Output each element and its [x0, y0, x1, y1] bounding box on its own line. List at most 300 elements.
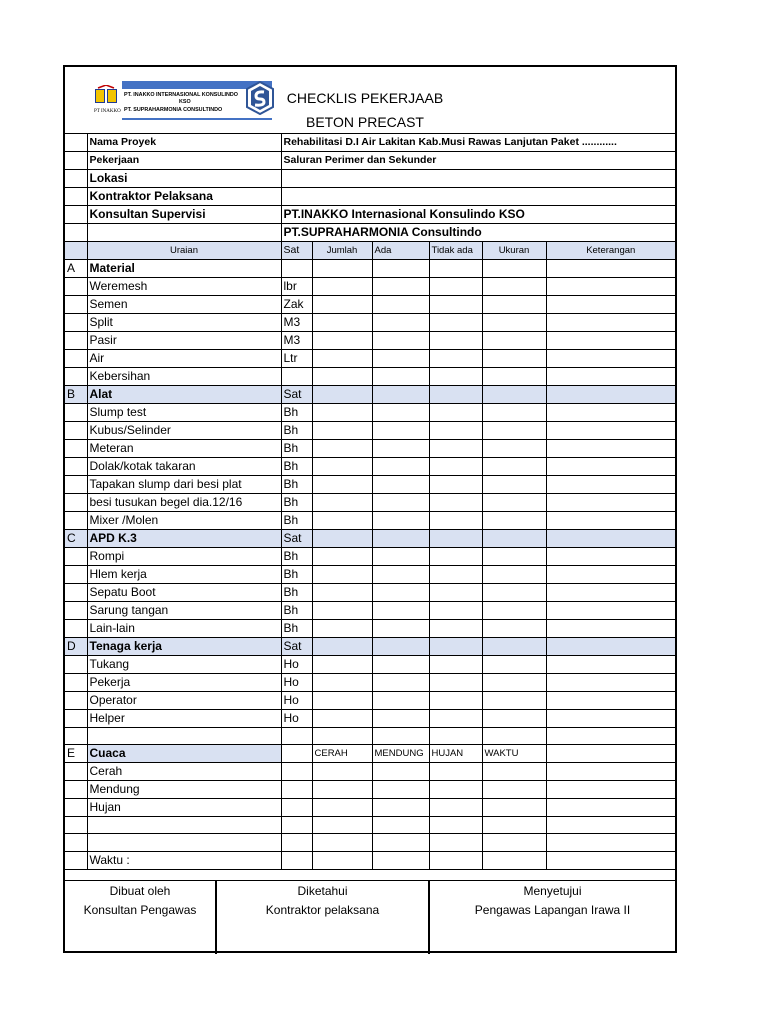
- check-cell-1: [312, 656, 372, 674]
- check-cell-5: [546, 512, 675, 530]
- check-cell-4: [482, 440, 546, 458]
- row-code: [65, 332, 87, 350]
- row-code: [65, 458, 87, 476]
- check-cell-5: [546, 674, 675, 692]
- section-sat: [281, 260, 312, 278]
- check-cell-5: [546, 332, 675, 350]
- row-code: [65, 710, 87, 728]
- check-cell-1: [312, 278, 372, 296]
- check-cell-4: [482, 781, 546, 799]
- check-cell-4: [482, 386, 546, 404]
- section-row-e: [65, 745, 675, 763]
- signature-pengawas-name: Pengawas Lapangan Irawa II: [474, 903, 631, 917]
- check-cell-5: [546, 620, 675, 638]
- row-code: [65, 368, 87, 386]
- item-unit: Bh: [281, 602, 312, 620]
- check-cell-4: [482, 548, 546, 566]
- check-cell-1: [312, 584, 372, 602]
- empty-row: [65, 817, 675, 834]
- info-row: [65, 134, 675, 152]
- signature-kontraktor-name: Kontraktor pelaksana: [265, 903, 380, 917]
- logo-pt-text: PT INAKKO: [94, 109, 121, 114]
- row-code: [65, 278, 87, 296]
- list-item: [65, 476, 675, 494]
- check-cell-1: [312, 350, 372, 368]
- book-logo-icon: [94, 85, 118, 107]
- info-value: PT.INAKKO Internasional Konsulindo KSO: [281, 206, 675, 224]
- check-cell-4: [482, 368, 546, 386]
- signature-kontraktor-role: Diketahui: [297, 884, 348, 898]
- row-code: [65, 728, 87, 745]
- list-item: [65, 314, 675, 332]
- check-cell-4: [482, 422, 546, 440]
- item-name: [87, 728, 281, 745]
- weather-hujan: HUJAN: [429, 745, 482, 763]
- section-code: A: [65, 260, 87, 278]
- check-cell-2: [372, 656, 429, 674]
- row-code: [65, 763, 87, 781]
- info-row: [65, 206, 675, 224]
- check-cell-2: [372, 638, 429, 656]
- section-sat: Sat: [281, 638, 312, 656]
- check-cell-5: [546, 494, 675, 512]
- check-cell-1: [312, 494, 372, 512]
- item-name: Lain-lain: [87, 620, 281, 638]
- check-cell-5: [546, 763, 675, 781]
- check-cell-2: [372, 296, 429, 314]
- check-cell-4: [482, 278, 546, 296]
- list-item: [65, 512, 675, 530]
- item-unit: Bh: [281, 422, 312, 440]
- check-cell-5: [546, 422, 675, 440]
- check-cell-1: [312, 834, 372, 851]
- item-unit: lbr: [281, 278, 312, 296]
- column-header-row: [65, 242, 675, 260]
- check-cell-3: [429, 350, 482, 368]
- check-cell-3: [429, 296, 482, 314]
- check-cell-5: [546, 566, 675, 584]
- check-cell-5: [546, 314, 675, 332]
- check-cell-1: [312, 314, 372, 332]
- check-cell-5: [546, 278, 675, 296]
- check-cell-4: [482, 260, 546, 278]
- list-item: [65, 763, 675, 781]
- item-unit: Ho: [281, 692, 312, 710]
- row-code: [65, 602, 87, 620]
- check-cell-3: [429, 584, 482, 602]
- section-title: Alat: [87, 386, 281, 404]
- list-item: [65, 494, 675, 512]
- row-code: [65, 781, 87, 799]
- check-cell-2: [372, 781, 429, 799]
- check-cell-3: [429, 674, 482, 692]
- header-tidak-ada: Tidak ada: [429, 242, 482, 260]
- item-unit: [281, 834, 312, 851]
- row-code: [65, 440, 87, 458]
- check-cell-1: [312, 710, 372, 728]
- info-row: [65, 170, 675, 188]
- check-cell-4: [482, 350, 546, 368]
- item-name: Tukang: [87, 656, 281, 674]
- check-cell-1: [312, 799, 372, 817]
- logo-line3: PT. SUPRAHARMONIA CONSULTINDO: [124, 107, 223, 113]
- section-title: Cuaca: [87, 745, 281, 763]
- check-cell-2: [372, 728, 429, 745]
- check-cell-3: [429, 728, 482, 745]
- item-unit: [281, 368, 312, 386]
- check-cell-4: [482, 332, 546, 350]
- section-code: E: [65, 745, 87, 763]
- item-name: Semen: [87, 296, 281, 314]
- check-cell-5: [546, 386, 675, 404]
- check-cell-5: [546, 584, 675, 602]
- check-cell-5: [546, 548, 675, 566]
- item-unit: Ho: [281, 656, 312, 674]
- item-unit: Bh: [281, 512, 312, 530]
- check-cell-4: [482, 584, 546, 602]
- item-unit: Bh: [281, 458, 312, 476]
- logo-line2: KSO: [179, 99, 191, 105]
- row-code: [65, 817, 87, 834]
- item-name: Split: [87, 314, 281, 332]
- row-code: [65, 548, 87, 566]
- info-label: Lokasi: [87, 170, 281, 188]
- item-unit: Bh: [281, 584, 312, 602]
- info-value: [281, 170, 675, 188]
- list-item: [65, 278, 675, 296]
- list-item: [65, 692, 675, 710]
- row-code: [65, 314, 87, 332]
- check-cell-5: [546, 404, 675, 422]
- checklist-sheet: [63, 65, 677, 953]
- check-cell-3: [429, 440, 482, 458]
- item-unit: Ho: [281, 710, 312, 728]
- check-cell-5: [546, 476, 675, 494]
- check-cell-2: [372, 422, 429, 440]
- info-value: Rehabilitasi D.I Air Lakitan Kab.Musi Rawas Lanjutan Paket ............: [281, 134, 675, 152]
- item-name: Cerah: [87, 763, 281, 781]
- check-cell-2: [372, 602, 429, 620]
- section-title: APD K.3: [87, 530, 281, 548]
- check-cell-2: [372, 548, 429, 566]
- check-cell-2: [372, 817, 429, 834]
- checklist-table: [65, 133, 675, 870]
- signature-area: [65, 880, 675, 954]
- check-cell-1: [312, 296, 372, 314]
- row-code: [65, 404, 87, 422]
- signature-konsultan-role: Dibuat oleh: [109, 884, 171, 898]
- item-unit: M3: [281, 314, 312, 332]
- check-cell-4: [482, 404, 546, 422]
- check-cell-3: [429, 620, 482, 638]
- item-unit: [281, 799, 312, 817]
- item-name: Mixer /Molen: [87, 512, 281, 530]
- check-cell-1: [312, 422, 372, 440]
- item-unit: Ho: [281, 674, 312, 692]
- item-name: Helper: [87, 710, 281, 728]
- check-cell-4: [482, 834, 546, 851]
- check-cell-3: [429, 476, 482, 494]
- row-code: [65, 494, 87, 512]
- check-cell-4: [482, 296, 546, 314]
- info-value: PT.SUPRAHARMONIA Consultindo: [281, 224, 675, 242]
- check-cell-2: [372, 799, 429, 817]
- list-item: [65, 332, 675, 350]
- check-cell-1: [312, 548, 372, 566]
- check-cell-3: [429, 566, 482, 584]
- check-cell-2: [372, 386, 429, 404]
- check-cell-1: [312, 817, 372, 834]
- item-unit: Bh: [281, 476, 312, 494]
- item-unit: Bh: [281, 440, 312, 458]
- check-cell-4: [482, 763, 546, 781]
- check-cell-2: [372, 458, 429, 476]
- section-sat: [281, 745, 312, 763]
- check-cell-1: [312, 368, 372, 386]
- check-cell-5: [546, 350, 675, 368]
- waktu-row: [65, 851, 675, 869]
- check-cell-5: [546, 368, 675, 386]
- check-cell-4: [482, 817, 546, 834]
- check-cell-1: [312, 728, 372, 745]
- info-label: Pekerjaan: [87, 152, 281, 170]
- row-code: [65, 692, 87, 710]
- check-cell-3: [429, 386, 482, 404]
- check-cell-4: [482, 512, 546, 530]
- check-cell-5: [546, 440, 675, 458]
- check-cell-1: [312, 566, 372, 584]
- item-unit: M3: [281, 332, 312, 350]
- check-cell-4: [482, 458, 546, 476]
- section-sat: Sat: [281, 530, 312, 548]
- logo-bottom-strip: [122, 118, 272, 120]
- section-code: B: [65, 386, 87, 404]
- header-ada: Ada: [372, 242, 429, 260]
- header-keterangan: Keterangan: [546, 242, 675, 260]
- check-cell-3: [429, 422, 482, 440]
- item-unit: Bh: [281, 620, 312, 638]
- item-name: Kebersihan: [87, 368, 281, 386]
- check-cell-3: [429, 314, 482, 332]
- section-title: Material: [87, 260, 281, 278]
- item-unit: Bh: [281, 566, 312, 584]
- row-code: [65, 584, 87, 602]
- check-cell-4: [482, 566, 546, 584]
- list-item: [65, 458, 675, 476]
- check-cell-1: [312, 851, 372, 869]
- row-code: [65, 350, 87, 368]
- row-code: [65, 834, 87, 851]
- check-cell-4: [482, 476, 546, 494]
- check-cell-3: [429, 512, 482, 530]
- check-cell-3: [429, 278, 482, 296]
- check-cell-4: [482, 530, 546, 548]
- check-cell-4: [482, 728, 546, 745]
- item-unit: Ltr: [281, 350, 312, 368]
- signature-konsultan-name: Konsultan Pengawas: [83, 903, 197, 917]
- check-cell-2: [372, 494, 429, 512]
- item-name: Kubus/Selinder: [87, 422, 281, 440]
- check-cell-3: [429, 817, 482, 834]
- check-cell-3: [429, 494, 482, 512]
- check-cell-5: [546, 638, 675, 656]
- check-cell-2: [372, 476, 429, 494]
- item-name: Tapakan slump dari besi plat: [87, 476, 281, 494]
- check-cell-5: [546, 817, 675, 834]
- row-code: [65, 152, 87, 170]
- check-cell-5: [546, 296, 675, 314]
- sheet-header: [65, 67, 675, 134]
- item-unit: Bh: [281, 404, 312, 422]
- signature-pengawas: [430, 881, 675, 954]
- check-cell-4: [482, 851, 546, 869]
- weather-cerah: CERAH: [312, 745, 372, 763]
- item-unit: [281, 817, 312, 834]
- list-item: [65, 368, 675, 386]
- check-cell-3: [429, 548, 482, 566]
- info-label: Konsultan Supervisi: [87, 206, 281, 224]
- check-cell-2: [372, 404, 429, 422]
- check-cell-5: [546, 260, 675, 278]
- check-cell-5: [546, 710, 675, 728]
- check-cell-1: [312, 512, 372, 530]
- check-cell-2: [372, 834, 429, 851]
- list-item: [65, 710, 675, 728]
- section-code: D: [65, 638, 87, 656]
- check-cell-2: [372, 851, 429, 869]
- row-code: [65, 170, 87, 188]
- row-code: [65, 512, 87, 530]
- list-item: [65, 296, 675, 314]
- check-cell-5: [546, 745, 675, 763]
- item-name: Sepatu Boot: [87, 584, 281, 602]
- section-row-d: [65, 638, 675, 656]
- signature-konsultan: [65, 881, 217, 954]
- item-name: [87, 817, 281, 834]
- check-cell-2: [372, 332, 429, 350]
- list-item: [65, 440, 675, 458]
- check-cell-3: [429, 834, 482, 851]
- check-cell-4: [482, 710, 546, 728]
- check-cell-1: [312, 476, 372, 494]
- list-item: [65, 548, 675, 566]
- check-cell-1: [312, 332, 372, 350]
- check-cell-2: [372, 674, 429, 692]
- list-item: [65, 799, 675, 817]
- section-sat: Sat: [281, 386, 312, 404]
- item-unit: Zak: [281, 296, 312, 314]
- check-cell-1: [312, 530, 372, 548]
- item-name: [87, 834, 281, 851]
- check-cell-5: [546, 851, 675, 869]
- item-unit: Bh: [281, 494, 312, 512]
- row-code: [65, 851, 87, 869]
- check-cell-3: [429, 851, 482, 869]
- row-code: [65, 476, 87, 494]
- check-cell-1: [312, 638, 372, 656]
- check-cell-2: [372, 368, 429, 386]
- item-name: Operator: [87, 692, 281, 710]
- check-cell-1: [312, 386, 372, 404]
- check-cell-4: [482, 620, 546, 638]
- check-cell-3: [429, 656, 482, 674]
- check-cell-4: [482, 674, 546, 692]
- row-code: [65, 296, 87, 314]
- row-code: [65, 674, 87, 692]
- header-ukuran: Ukuran: [482, 242, 546, 260]
- check-cell-2: [372, 440, 429, 458]
- item-name: Hujan: [87, 799, 281, 817]
- row-code: [65, 620, 87, 638]
- check-cell-3: [429, 332, 482, 350]
- check-cell-4: [482, 314, 546, 332]
- check-cell-1: [312, 440, 372, 458]
- signature-kontraktor: [217, 881, 430, 954]
- row-code: [65, 206, 87, 224]
- check-cell-2: [372, 350, 429, 368]
- item-name: Pasir: [87, 332, 281, 350]
- check-cell-1: [312, 458, 372, 476]
- check-cell-1: [312, 674, 372, 692]
- weather-waktu: WAKTU: [482, 745, 546, 763]
- waktu-label: Waktu :: [87, 851, 281, 869]
- info-row: [65, 152, 675, 170]
- check-cell-3: [429, 710, 482, 728]
- check-cell-3: [429, 260, 482, 278]
- check-cell-4: [482, 656, 546, 674]
- check-cell-2: [372, 512, 429, 530]
- check-cell-3: [429, 458, 482, 476]
- row-code: [65, 134, 87, 152]
- row-code: [65, 656, 87, 674]
- check-cell-2: [372, 278, 429, 296]
- list-item: [65, 781, 675, 799]
- item-name: Air: [87, 350, 281, 368]
- item-name: Slump test: [87, 404, 281, 422]
- check-cell-5: [546, 728, 675, 745]
- check-cell-2: [372, 566, 429, 584]
- info-row: [65, 188, 675, 206]
- section-row-b: [65, 386, 675, 404]
- check-cell-4: [482, 602, 546, 620]
- item-name: Meteran: [87, 440, 281, 458]
- signature-pengawas-role: Menyetujui: [523, 884, 582, 898]
- list-item: [65, 656, 675, 674]
- header-uraian: Uraian: [87, 242, 281, 260]
- doc-title-line2: BETON PRECAST: [306, 114, 424, 130]
- spacer-row: [65, 728, 675, 745]
- check-cell-3: [429, 602, 482, 620]
- check-cell-2: [372, 530, 429, 548]
- check-cell-3: [429, 404, 482, 422]
- item-name: Weremesh: [87, 278, 281, 296]
- row-code: [65, 188, 87, 206]
- item-unit: [281, 851, 312, 869]
- item-name: Hlem kerja: [87, 566, 281, 584]
- check-cell-2: [372, 620, 429, 638]
- header-code-cell: [65, 242, 87, 260]
- check-cell-3: [429, 781, 482, 799]
- list-item: [65, 350, 675, 368]
- check-cell-3: [429, 368, 482, 386]
- check-cell-5: [546, 530, 675, 548]
- section-code: C: [65, 530, 87, 548]
- check-cell-3: [429, 799, 482, 817]
- check-cell-2: [372, 710, 429, 728]
- check-cell-5: [546, 602, 675, 620]
- item-name: Dolak/kotak takaran: [87, 458, 281, 476]
- list-item: [65, 404, 675, 422]
